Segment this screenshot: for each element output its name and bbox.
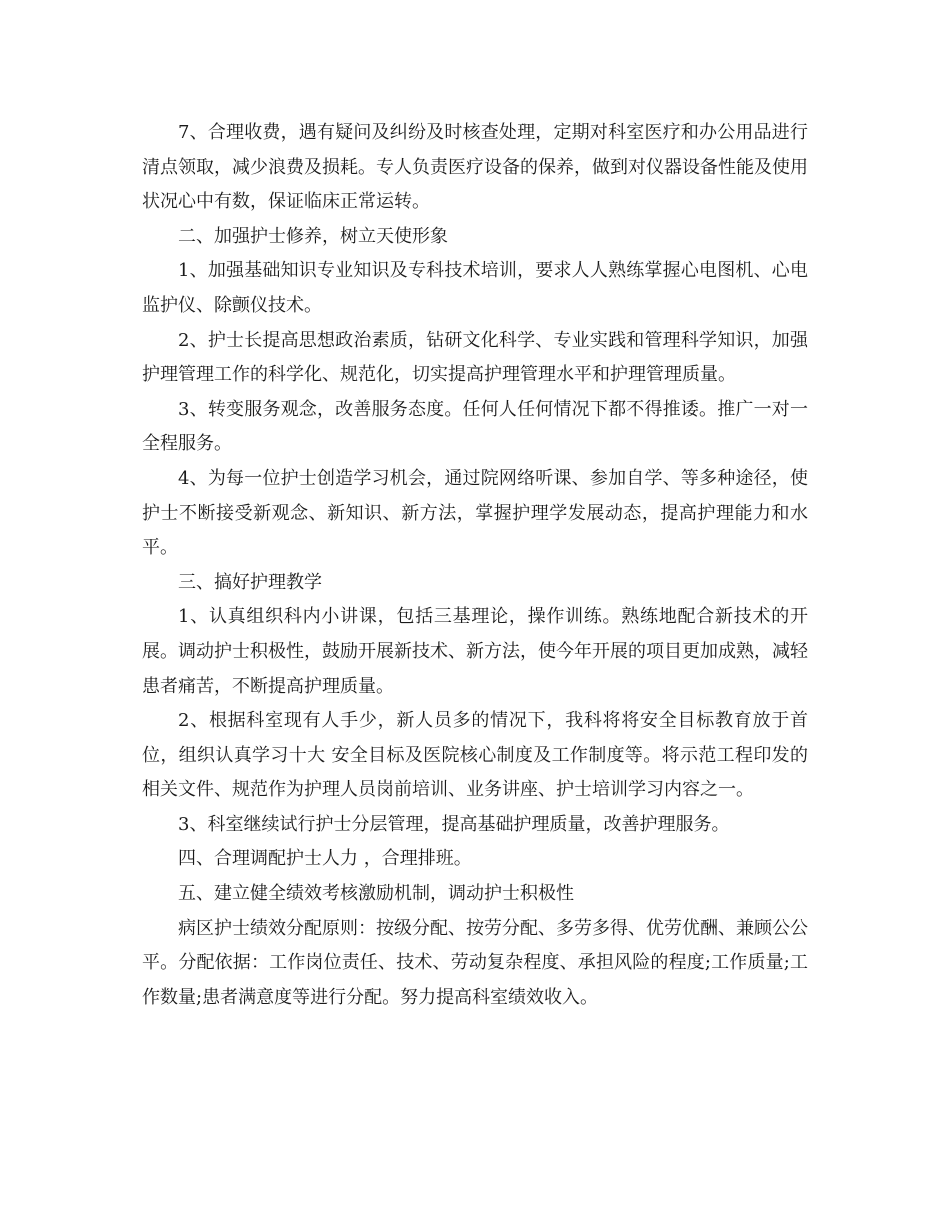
section-heading-2: 二、加强护士修养，树立天使形象	[178, 225, 448, 247]
paragraph-3-3: 3、科室继续试行护士分层管理，提高基础护理质量，改善护理服务。	[178, 813, 730, 835]
paragraph-2-4: 4、为每一位护士创造学习机会，通过院网络听课、参加自学、等多种途径，使护士不断接受新观念、新知识、新方法，掌握护理学发展动态，提高护理能力和水平。	[142, 467, 808, 559]
section-heading-4: 四、合理调配护士人力 ，合理排班。	[178, 848, 472, 870]
paragraph-2-2: 2、护士长提高思想政治素质，钻研文化科学、专业实践和管理科学知识，加强护理管理工作的科学化、规范化，切实提高护理管理水平和护理管理质量。	[142, 329, 808, 386]
paragraph-5-1: 病区护士绩效分配原则：按级分配、按劳分配、多劳多得、优劳优酬、兼顾公公平。分配依据：工作岗位责任、技术、劳动复杂程度、承担风险的程度;工作质量;工作数量;患者满意度等进行分配。努力提高科室绩效收入。	[142, 917, 808, 1008]
paragraph-2-1: 1、加强基础知识专业知识及专科技术培训，要求人人熟练掌握心电图机、心电监护仪、除颤仪技术。	[142, 260, 808, 316]
section-heading-5: 五、建立健全绩效考核激励机制，调动护士积极性	[178, 883, 574, 905]
paragraph-item-7: 7、合理收费，遇有疑问及纠纷及时核查处理，定期对科室医疗和办公用品进行清点领取，减少浪费及损耗。专人负责医疗设备的保养，做到对仪器设备性能及使用状况心中有数，保证临床正常运转。	[142, 122, 808, 213]
paragraph-3-1: 1、认真组织科内小讲课，包括三基理论，操作训练。熟练地配合新技术的开展。调动护士积极性，鼓励开展新技术、新方法，使今年开展的项目更加成熟，减轻患者痛苦，不断提高护理质量。	[142, 606, 808, 697]
document-body	[142, 116, 808, 1015]
section-heading-3: 三、搞好护理教学	[178, 571, 322, 593]
paragraph-3-2: 2、根据科室现有人手少，新人员多的情况下，我科将将安全目标教育放于首位，组织认真学习十大 安全目标及医院核心制度及工作制度等。将示范工程印发的相关文件、规范作为护理人员岗前培训、业务讲座、护士培训学习内容之一。	[142, 710, 808, 801]
paragraph-2-3: 3、转变服务观念，改善服务态度。任何人任何情况下都不得推诿。推广一对一全程服务。	[142, 398, 808, 455]
